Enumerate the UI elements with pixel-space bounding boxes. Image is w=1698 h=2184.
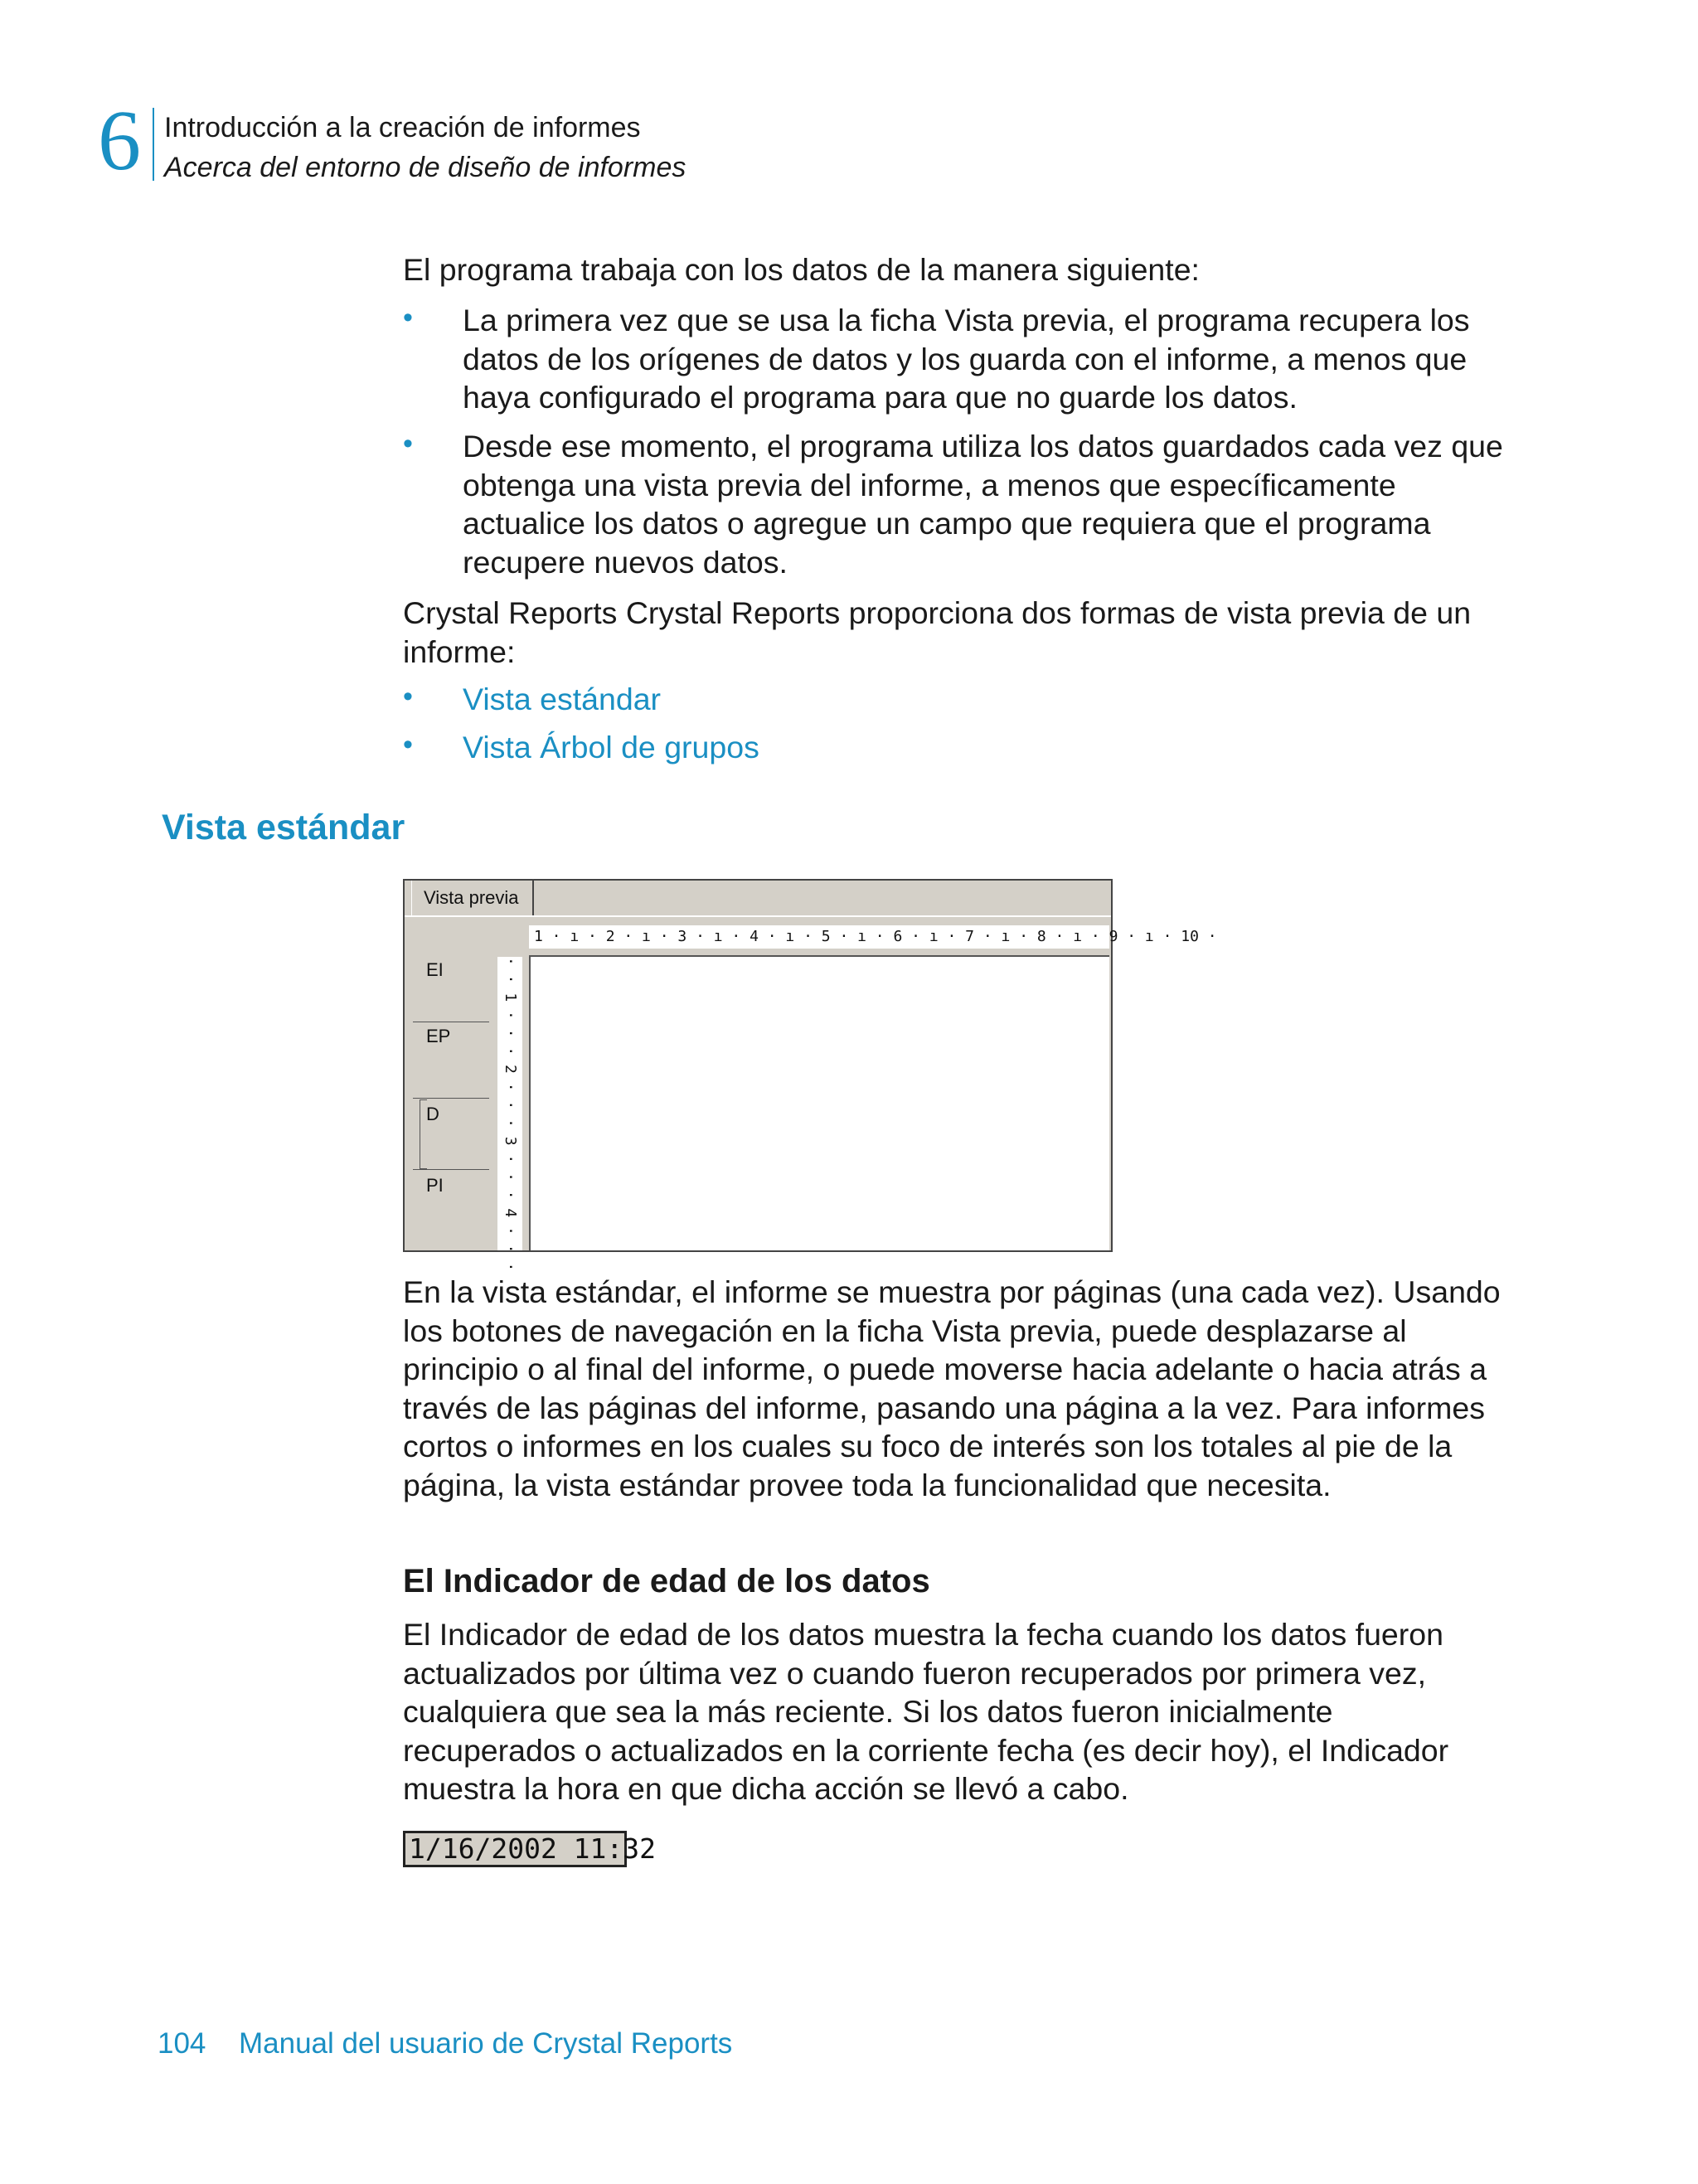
- horizontal-ruler: 1 · ı · 2 · ı · 3 · ı · 4 · ı · 5 · ı · 6 · ı · 7 · ı · 8 · ı · 9 · ı · 10 ·: [529, 925, 1109, 949]
- chapter-number: 6: [98, 93, 141, 188]
- vertical-ruler: [497, 957, 522, 1272]
- section-label-pi: PI: [426, 1175, 444, 1196]
- subsection-heading: El Indicador de edad de los datos: [403, 1563, 930, 1599]
- tab-vista-previa: Vista previa: [411, 881, 534, 915]
- bullet-icon: •: [403, 681, 413, 712]
- preview-screenshot: [403, 879, 1217, 1272]
- bullet-icon: •: [403, 428, 413, 459]
- link-vista-arbol-grupos[interactable]: Vista Árbol de grupos: [463, 730, 759, 764]
- list-item: [403, 680, 1514, 718]
- list-item: [403, 301, 1514, 417]
- chapter-title: Introducción a la creación de informes: [164, 112, 641, 143]
- header-divider: [153, 108, 154, 181]
- tab-strip: [405, 915, 1111, 917]
- bullet-icon: •: [403, 302, 413, 333]
- section-divider: [413, 1098, 489, 1099]
- standard-view-paragraph: En la vista estándar, el informe se muestra por páginas (una cada vez). Usando los botones de navegación en la ficha Vista previa, puede desplazarse al principio o al final del informe, o puede moverse hacia adelante o hacia atrás a través de las páginas del informe, pasando una página a la vez. Para informes cortos o informes en los cuales su foco de interés son los totales al pie de la página, la vista estándar provee toda la funcionalidad que necesita.: [403, 1274, 1501, 1502]
- report-canvas: [529, 955, 1109, 1250]
- section-label-d: D: [426, 1104, 439, 1124]
- section-heading: Vista estándar: [162, 808, 405, 847]
- intro-lead: El programa trabaja con los datos de la manera siguiente:: [403, 252, 1200, 287]
- section-label-ep: EP: [426, 1026, 451, 1046]
- page-number: 104: [158, 2027, 206, 2060]
- preview-modes-text: Crystal Reports Crystal Reports proporciona dos formas de vista previa de un informe:: [403, 595, 1472, 669]
- bullet-icon: •: [403, 729, 413, 760]
- list-item-text: Desde ese momento, el programa utiliza los datos guardados cada vez que obtenga una vista previa del informe, a menos que específicamente actualice los datos o agregue un campo que requiera que el programa recupere nuevos datos.: [463, 429, 1503, 580]
- data-age-paragraph: El Indicador de edad de los datos muestra la fecha cuando los datos fueron actualizados por última vez o cuando fueron recuperados por primera vez, cualquiera que sea la más reciente. Si los datos fueron inicialmente recuperados o actualizados en la corriente fecha (es decir hoy), el Indicador muestra la hora en que dicha acción se llevó a cabo.: [403, 1617, 1449, 1806]
- footer-title: Manual del usuario de Crystal Reports: [239, 2027, 733, 2060]
- list-item-text: La primera vez que se usa la ficha Vista previa, el programa recupera los datos de los orígenes de datos y los guarda con el informe, a menos que haya configurado el programa para que no guarde los datos.: [463, 303, 1470, 415]
- data-age-indicator: 1/16/2002 11:32: [403, 1831, 627, 1867]
- section-subtitle: Acerca del entorno de diseño de informes: [164, 152, 686, 183]
- section-label-ei: EI: [426, 959, 444, 980]
- list-item: [403, 728, 1514, 766]
- section-divider: [413, 1169, 489, 1170]
- vertical-ruler-text: · · 1 · · · 2 · · · 3 · · · 4 · · ·: [502, 957, 519, 1272]
- link-vista-estandar[interactable]: Vista estándar: [463, 682, 662, 716]
- list-item: [403, 427, 1514, 581]
